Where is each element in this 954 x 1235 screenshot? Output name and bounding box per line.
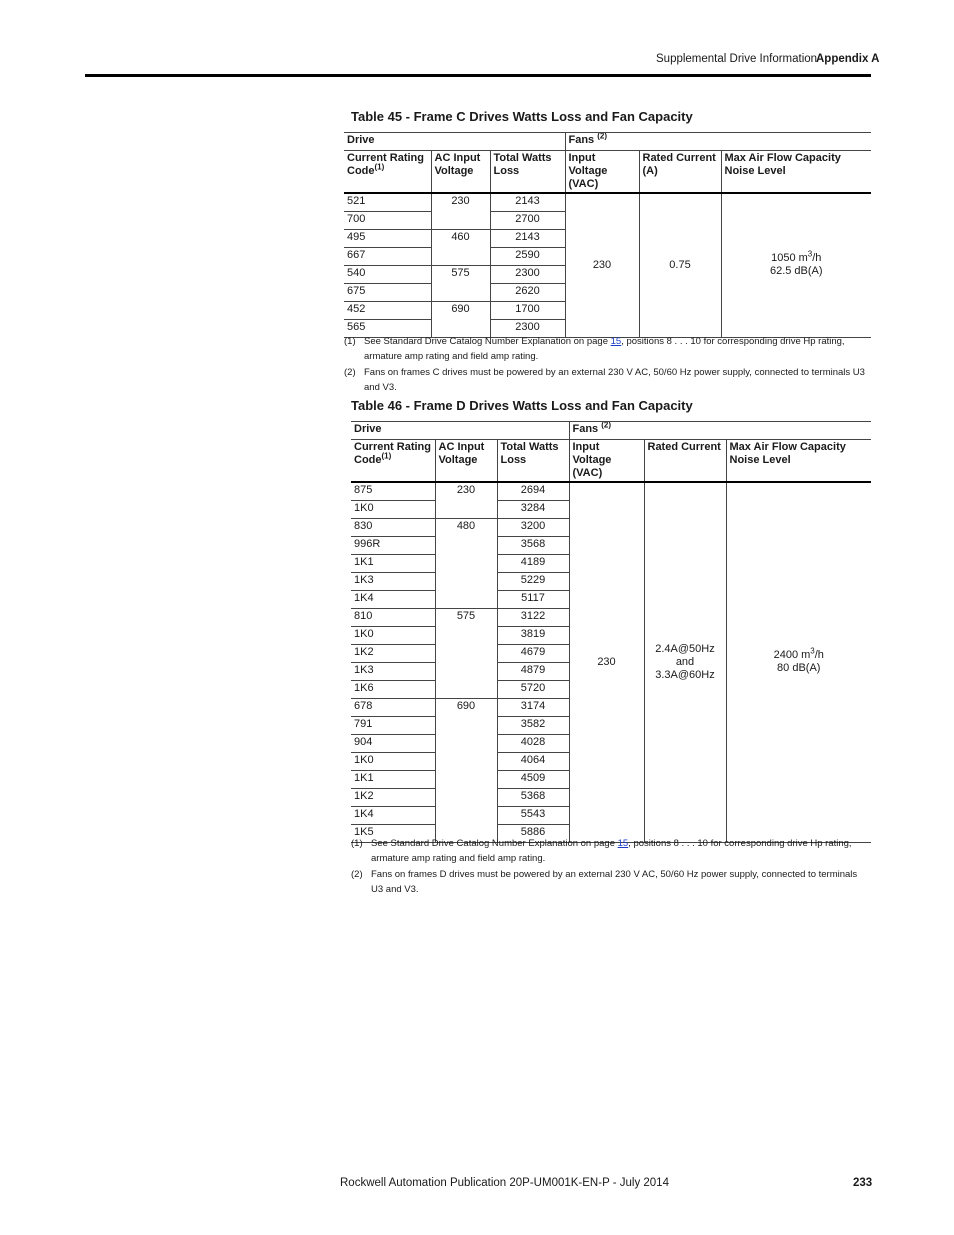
watts-loss-cell: 3284 (497, 500, 569, 518)
rating-code-cell: 875 (351, 482, 435, 500)
table45-group-fans: Fans $^{(2)}$ (565, 133, 871, 151)
table45-group-drive: Drive (344, 133, 565, 151)
table46-col-watts: Total Watts Loss (497, 440, 569, 483)
watts-loss-cell: 2143 (490, 229, 565, 247)
footer-publication: Rockwell Automation Publication 20P-UM001K-EN-P - July 2014 (340, 1177, 669, 1189)
table45-col-ac-voltage: AC Input Voltage (431, 151, 490, 194)
rating-code-cell: 1K1 (351, 770, 435, 788)
rating-code-cell: 1K3 (351, 572, 435, 590)
table45-col-rating: Current Rating Code$^{(1)}$ (344, 151, 431, 194)
page-link[interactable]: 15 (617, 838, 629, 849)
table46-group-fans: Fans $^{(2)}$ (569, 422, 871, 440)
table46-caption: Table 46 - Frame D Drives Watts Loss and Fan Capacity (351, 398, 693, 413)
watts-loss-cell: 4028 (497, 734, 569, 752)
watts-loss-cell: 5543 (497, 806, 569, 824)
watts-loss-cell: 2700 (490, 211, 565, 229)
watts-loss-cell: 5886 (497, 824, 569, 842)
rating-code-cell: 495 (344, 229, 431, 247)
rating-code-cell: 1K6 (351, 680, 435, 698)
rating-code-cell: 1K2 (351, 788, 435, 806)
rating-code-cell: 675 (344, 283, 431, 301)
table46-col-input-voltage: Input Voltage (VAC) (569, 440, 644, 483)
rating-code-cell: 1K0 (351, 500, 435, 518)
watts-loss-cell: 2694 (497, 482, 569, 500)
table46-col-rated-current: Rated Current (644, 440, 726, 483)
table46-col-rating: Current Rating Code$^{(1)}$ (351, 440, 435, 483)
watts-loss-cell: 5720 (497, 680, 569, 698)
table-row (351, 482, 871, 500)
fan-rated-current-cell: 2.4A@50Hz and 3.3A@60Hz (644, 482, 726, 842)
table46-col-airflow: Max Air Flow Capacity Noise Level (726, 440, 871, 483)
rating-code-cell: 1K3 (351, 662, 435, 680)
rating-code-cell: 700 (344, 211, 431, 229)
rating-code-cell: 678 (351, 698, 435, 716)
rating-code-cell: 1K4 (351, 806, 435, 824)
ac-voltage-cell: 690 (435, 698, 497, 842)
table45 (344, 132, 871, 338)
watts-loss-cell: 2300 (490, 265, 565, 283)
rating-code-cell: 565 (344, 319, 431, 337)
page-number: 233 (853, 1177, 873, 1189)
table45-col-rated-current: Rated Current (A) (639, 151, 721, 194)
table46-group-drive: Drive (351, 422, 569, 440)
table45-caption: Table 45 - Frame C Drives Watts Loss and Fan Capacity (351, 109, 693, 124)
table46 (351, 421, 871, 843)
table45-col-watts: Total Watts Loss (490, 151, 565, 194)
page-link[interactable]: 15 (610, 336, 622, 347)
rating-code-cell: 1K5 (351, 824, 435, 842)
header-appendix-label: Appendix A (816, 53, 880, 65)
ac-voltage-cell: 575 (431, 265, 490, 301)
rating-code-cell: 452 (344, 301, 431, 319)
table46-note-2: (2) Fans on frames D drives must be powered by an external 230 V AC, 50/60 Hz power supply, connected to terminals U3 and V3. (351, 869, 858, 895)
watts-loss-cell: 5368 (497, 788, 569, 806)
ac-voltage-cell: 575 (435, 608, 497, 698)
watts-loss-cell: 2143 (490, 193, 565, 211)
table45-col-input-voltage: Input Voltage (VAC) (565, 151, 639, 194)
watts-loss-cell: 3568 (497, 536, 569, 554)
watts-loss-cell: 3200 (497, 518, 569, 536)
rating-code-cell: 996R (351, 536, 435, 554)
watts-loss-cell: 3174 (497, 698, 569, 716)
watts-loss-cell: 2300 (490, 319, 565, 337)
ac-voltage-cell: 230 (435, 482, 497, 518)
watts-loss-cell: 5117 (497, 590, 569, 608)
ac-voltage-cell: 460 (431, 229, 490, 265)
watts-loss-cell: 4189 (497, 554, 569, 572)
rating-code-cell: 1K1 (351, 554, 435, 572)
rating-code-cell: 904 (351, 734, 435, 752)
watts-loss-cell: 2620 (490, 283, 565, 301)
header-rule (85, 74, 871, 77)
rating-code-cell: 1K0 (351, 752, 435, 770)
fan-rated-current-cell: 0.75 (639, 193, 721, 337)
watts-loss-cell: 5229 (497, 572, 569, 590)
rating-code-cell: 810 (351, 608, 435, 626)
rating-code-cell: 540 (344, 265, 431, 283)
fan-input-voltage-cell: 230 (569, 482, 644, 842)
watts-loss-cell: 4064 (497, 752, 569, 770)
watts-loss-cell: 4509 (497, 770, 569, 788)
table46-notes (351, 836, 871, 897)
rating-code-cell: 1K2 (351, 644, 435, 662)
rating-code-cell: 521 (344, 193, 431, 211)
watts-loss-cell: 1700 (490, 301, 565, 319)
watts-loss-cell: 4679 (497, 644, 569, 662)
table46-note-1: (1) See Standard Drive Catalog Number Explanation on page 15, positions 8 . . . 10 for corresponding drive Hp rating, armature amp rating and field amp rating. (351, 838, 852, 864)
table45-note-1: (1) See Standard Drive Catalog Number Explanation on page 15, positions 8 . . . 10 for corresponding drive Hp rating, armature amp rating and field amp rating. (344, 336, 845, 362)
rating-code-cell: 1K4 (351, 590, 435, 608)
watts-loss-cell: 4879 (497, 662, 569, 680)
table45-notes (344, 334, 871, 395)
watts-loss-cell: 3819 (497, 626, 569, 644)
table-row (344, 193, 871, 211)
fan-airflow-cell: 1050 $m^3/h$ 62.5 dB(A) (721, 193, 871, 337)
ac-voltage-cell: 480 (435, 518, 497, 608)
watts-loss-cell: 3122 (497, 608, 569, 626)
watts-loss-cell: 2590 (490, 247, 565, 265)
rating-code-cell: 791 (351, 716, 435, 734)
watts-loss-cell: 3582 (497, 716, 569, 734)
table45-note-2: (2) Fans on frames C drives must be powered by an external 230 V AC, 50/60 Hz power supply, connected to terminals U3 and V3. (344, 367, 865, 393)
fan-input-voltage-cell: 230 (565, 193, 639, 337)
rating-code-cell: 1K0 (351, 626, 435, 644)
rating-code-cell: 667 (344, 247, 431, 265)
table46-col-ac-voltage: AC Input Voltage (435, 440, 497, 483)
table45-col-airflow: Max Air Flow Capacity Noise Level (721, 151, 871, 194)
ac-voltage-cell: 690 (431, 301, 490, 337)
header-section-title: Supplemental Drive Information (656, 53, 818, 65)
rating-code-cell: 830 (351, 518, 435, 536)
ac-voltage-cell: 230 (431, 193, 490, 229)
fan-airflow-cell: 2400 $m^3/h$ 80 dB(A) (726, 482, 871, 842)
